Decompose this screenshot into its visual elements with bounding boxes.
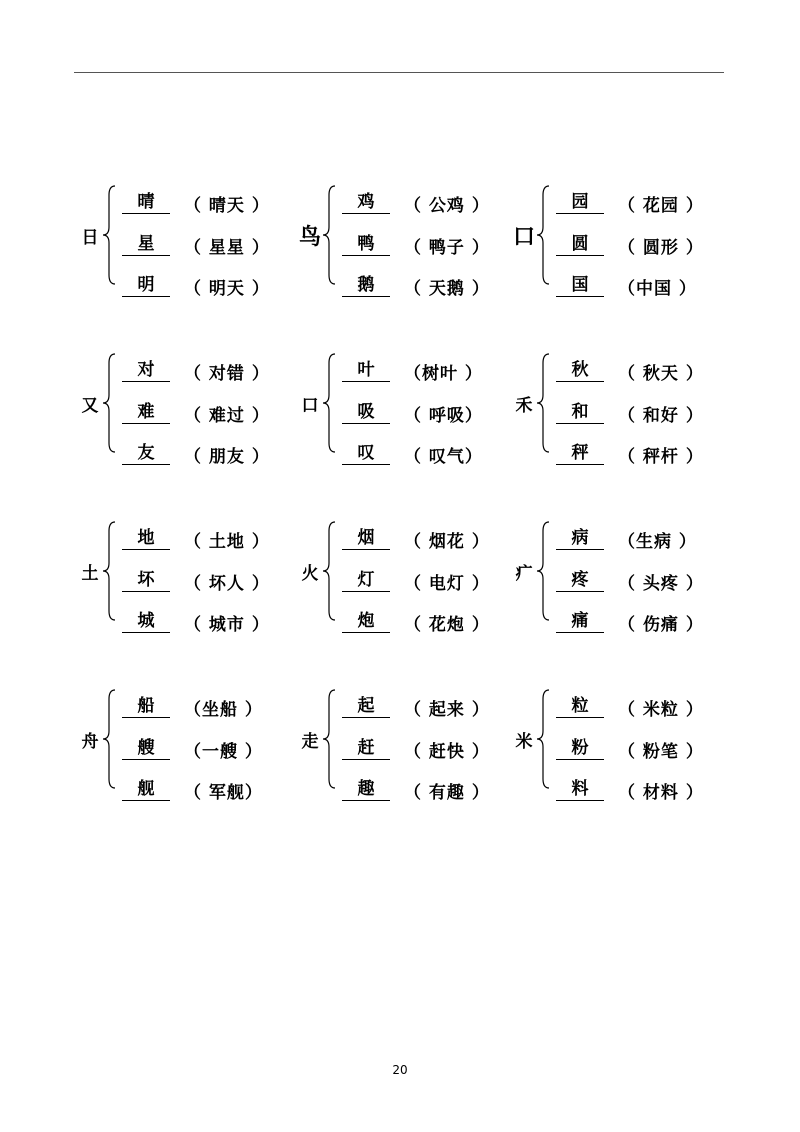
word-phrase: （ 花园 ）: [618, 195, 704, 216]
word-phrase: （ 起来 ）: [404, 699, 490, 720]
word-row: [556, 526, 697, 552]
answer-blank: 吸: [342, 402, 390, 424]
answer-blank: 炮: [342, 611, 390, 633]
answer-blank: 友: [122, 443, 170, 465]
word-phrase: （ 头疼 ）: [618, 573, 704, 594]
word-phrase: （ 赶快 ）: [404, 741, 490, 762]
word-row: [342, 526, 490, 552]
word-phrase: （ 明天 ）: [184, 278, 270, 299]
word-row: [122, 441, 270, 467]
answer-blank: 秋: [556, 360, 604, 382]
answer-blank: 坏: [122, 570, 170, 592]
word-row: [556, 609, 704, 635]
answer-blank: 船: [122, 696, 170, 718]
radical-char: 口: [512, 224, 535, 250]
radical-char: 又: [81, 395, 99, 416]
curly-brace-icon: [536, 185, 550, 285]
word-phrase: （ 粉笔 ）: [618, 741, 704, 762]
word-row: [342, 441, 483, 467]
answer-blank: 对: [122, 360, 170, 382]
word-phrase: （ 星星 ）: [184, 237, 270, 258]
word-phrase: （ 和好 ）: [618, 405, 704, 426]
word-phrase: （ 难过 ）: [184, 405, 270, 426]
word-row: [122, 694, 263, 720]
answer-blank: 粉: [556, 738, 604, 760]
word-phrase: （ 叹气）: [404, 446, 483, 467]
answer-blank: 城: [122, 611, 170, 633]
answer-blank: 鸭: [342, 234, 390, 256]
word-row: [342, 358, 483, 384]
word-phrase: （ 坏人 ）: [184, 573, 270, 594]
curly-brace-icon: [102, 185, 116, 285]
answer-blank: 鸡: [342, 192, 390, 214]
answer-blank: 赶: [342, 738, 390, 760]
word-row: [122, 358, 270, 384]
word-phrase: （中国 ）: [618, 278, 697, 299]
word-phrase: （一艘 ）: [184, 741, 263, 762]
word-phrase: （ 伤痛 ）: [618, 614, 704, 635]
word-phrase: （ 花炮 ）: [404, 614, 490, 635]
answer-blank: 和: [556, 402, 604, 424]
radical-group: [510, 516, 730, 635]
radical-char: 舟: [81, 731, 99, 752]
answer-blank: 灯: [342, 570, 390, 592]
radical-char: 禾: [515, 395, 533, 416]
radical-char: 走: [301, 731, 319, 752]
answer-blank: 烟: [342, 528, 390, 550]
word-phrase: （ 烟花 ）: [404, 531, 490, 552]
word-row: [556, 441, 704, 467]
word-row: [556, 694, 704, 720]
answer-blank: 艘: [122, 738, 170, 760]
word-phrase: （ 鸭子 ）: [404, 237, 490, 258]
curly-brace-icon: [102, 689, 116, 789]
answer-blank: 国: [556, 275, 604, 297]
radical-char: 日: [81, 227, 99, 248]
answer-blank: 舰: [122, 779, 170, 801]
word-row: [122, 736, 263, 762]
page-number: 20: [392, 1063, 408, 1077]
word-row: [342, 777, 490, 803]
word-phrase: （ 天鹅 ）: [404, 278, 490, 299]
radical-group: [296, 348, 516, 467]
word-row: [122, 609, 270, 635]
word-row: [342, 190, 490, 216]
word-row: [122, 273, 270, 299]
radical-group: [76, 684, 296, 803]
word-phrase: （ 对错 ）: [184, 363, 270, 384]
answer-blank: 星: [122, 234, 170, 256]
radical-group: [76, 516, 296, 635]
word-phrase: （ 土地 ）: [184, 531, 270, 552]
answer-blank: 圆: [556, 234, 604, 256]
answer-blank: 园: [556, 192, 604, 214]
answer-blank: 叶: [342, 360, 390, 382]
word-row: [342, 568, 490, 594]
radical-char: 火: [301, 563, 319, 584]
radical-group: [510, 684, 730, 803]
word-phrase: （树叶 ）: [404, 363, 483, 384]
answer-blank: 鹅: [342, 275, 390, 297]
word-row: [556, 232, 704, 258]
radical-char: 口: [301, 395, 319, 416]
word-row: [122, 777, 263, 803]
word-row: [342, 694, 490, 720]
radical-char: 米: [515, 731, 533, 752]
word-phrase: （ 秋天 ）: [618, 363, 704, 384]
word-phrase: （ 材料 ）: [618, 782, 704, 803]
word-row: [556, 400, 704, 426]
word-row: [342, 273, 490, 299]
answer-blank: 晴: [122, 192, 170, 214]
curly-brace-icon: [322, 521, 336, 621]
word-phrase: （ 米粒 ）: [618, 699, 704, 720]
answer-blank: 叹: [342, 443, 390, 465]
word-phrase: （ 军舰）: [184, 782, 263, 803]
word-row: [342, 736, 490, 762]
word-phrase: （ 城市 ）: [184, 614, 270, 635]
answer-blank: 料: [556, 779, 604, 801]
radical-group: [510, 180, 730, 299]
answer-blank: 起: [342, 696, 390, 718]
radical-group: [296, 684, 516, 803]
word-phrase: （ 朋友 ）: [184, 446, 270, 467]
radical-char: 疒: [515, 563, 533, 584]
word-row: [556, 273, 697, 299]
word-row: [556, 777, 704, 803]
word-row: [122, 232, 270, 258]
word-row: [556, 358, 704, 384]
curly-brace-icon: [102, 353, 116, 453]
answer-blank: 疼: [556, 570, 604, 592]
answer-blank: 明: [122, 275, 170, 297]
radical-char: 鸟: [298, 224, 321, 250]
word-phrase: （ 有趣 ）: [404, 782, 490, 803]
header-rule: [74, 72, 724, 73]
curly-brace-icon: [536, 521, 550, 621]
word-phrase: （ 公鸡 ）: [404, 195, 490, 216]
answer-blank: 粒: [556, 696, 604, 718]
radical-group: [296, 516, 516, 635]
word-phrase: （ 秤杆 ）: [618, 446, 704, 467]
word-row: [122, 526, 270, 552]
curly-brace-icon: [102, 521, 116, 621]
curly-brace-icon: [322, 185, 336, 285]
word-row: [342, 400, 483, 426]
word-phrase: （ 圆形 ）: [618, 237, 704, 258]
radical-char: 土: [81, 563, 99, 584]
word-phrase: （生病 ）: [618, 531, 697, 552]
word-phrase: （ 晴天 ）: [184, 195, 270, 216]
word-row: [122, 400, 270, 426]
word-row: [556, 190, 704, 216]
radical-group: [510, 348, 730, 467]
word-row: [556, 736, 704, 762]
answer-blank: 难: [122, 402, 170, 424]
answer-blank: 秤: [556, 443, 604, 465]
word-row: [122, 190, 270, 216]
answer-blank: 痛: [556, 611, 604, 633]
curly-brace-icon: [322, 353, 336, 453]
radical-group: [76, 348, 296, 467]
word-row: [342, 232, 490, 258]
word-phrase: （坐船 ）: [184, 699, 263, 720]
answer-blank: 地: [122, 528, 170, 550]
word-phrase: （ 电灯 ）: [404, 573, 490, 594]
curly-brace-icon: [536, 353, 550, 453]
answer-blank: 趣: [342, 779, 390, 801]
curly-brace-icon: [536, 689, 550, 789]
word-row: [122, 568, 270, 594]
radical-group: [296, 180, 516, 299]
curly-brace-icon: [322, 689, 336, 789]
answer-blank: 病: [556, 528, 604, 550]
radical-group: [76, 180, 296, 299]
word-phrase: （ 呼吸）: [404, 405, 483, 426]
word-row: [556, 568, 704, 594]
word-row: [342, 609, 490, 635]
